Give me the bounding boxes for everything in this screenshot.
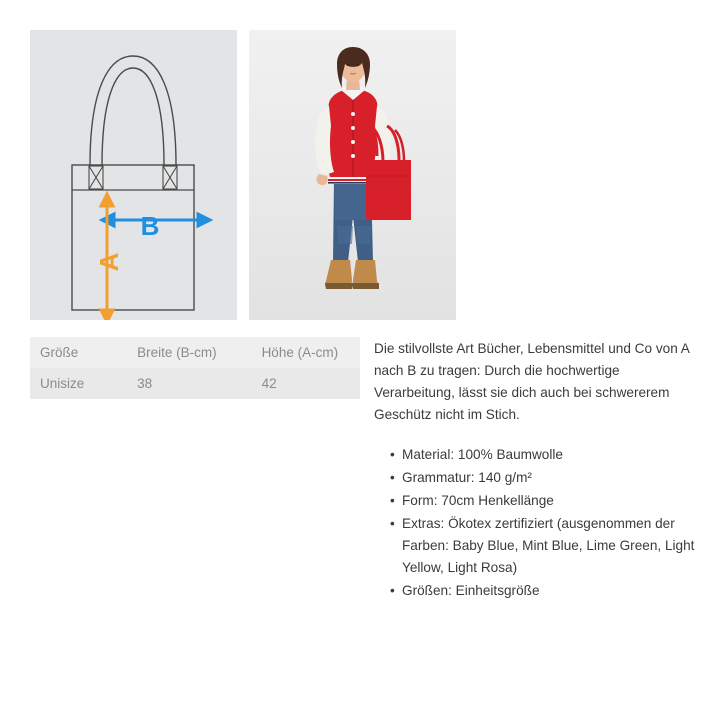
list-item: • Material: 100% Baumwolle	[390, 444, 696, 466]
list-item: • Extras: Ökotex zertifiziert (ausgenommen der Farben: Baby Blue, Mint Blue, Lime Green, Light Yellow, Light Rosa)	[390, 513, 696, 579]
description-paragraph: Die stilvollste Art Bücher, Lebensmittel und Co von A nach B zu tragen: Durch die hochwertige Verarbeitung, lässt sie dich auch bei schwererem Geschütz nicht im Stich.	[374, 341, 690, 422]
description-bullet-list	[374, 444, 696, 602]
woman-holding-red-tote-bag	[249, 30, 456, 320]
bag-diagram-panel	[30, 30, 237, 320]
list-item: • Form: 70cm Henkellänge	[390, 490, 696, 512]
width-label: B	[140, 211, 160, 241]
size-table	[30, 337, 360, 399]
table-header-row	[30, 337, 360, 368]
model-photo-panel	[249, 30, 456, 320]
product-description	[374, 338, 696, 603]
column-header-height: Höhe (A-cm)	[252, 337, 360, 368]
height-label: A	[94, 252, 124, 272]
list-item: • Grammatur: 140 g/m²	[390, 467, 696, 489]
cell-height: 42	[252, 368, 360, 399]
table-row	[30, 368, 360, 399]
cell-width: 38	[127, 368, 251, 399]
column-header-width: Breite (B-cm)	[127, 337, 251, 368]
column-header-size: Größe	[30, 337, 127, 368]
cell-size: Unisize	[30, 368, 127, 399]
tote-bag-measurement-diagram	[30, 30, 237, 320]
list-item: • Größen: Einheitsgröße	[390, 580, 696, 602]
